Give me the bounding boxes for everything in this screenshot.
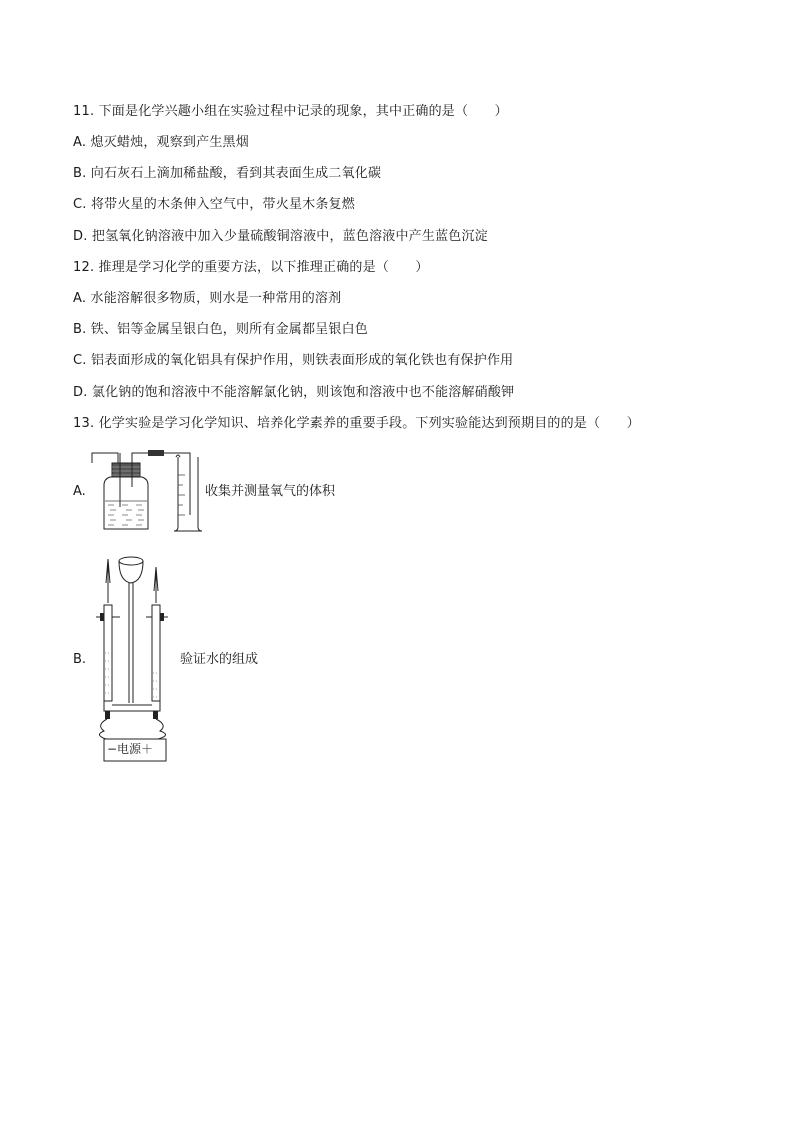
question-12-option-b: B. 铁、铝等金属呈银白色，则所有金属都呈银白色 [73,322,368,337]
gas-collection-apparatus-figure [90,445,205,535]
question-11-option-b: B. 向石灰石上滴加稀盐酸，看到其表面生成二氧化碳 [73,166,382,181]
question-12-option-c: C. 铝表面形成的氧化铝具有保护作用，则铁表面形成的氧化铁也有保护作用 [73,353,514,368]
question-12-option-d: D. 氯化钠的饱和溶液中不能溶解氯化钠，则该饱和溶液中也不能溶解硝酸钾 [73,385,515,400]
question-11-option-c: C. 将带火星的木条伸入空气中，带火星木条复燃 [73,197,355,212]
question-11-option-d: D. 把氢氧化钠溶液中加入少量硫酸铜溶液中，蓝色溶液中产生蓝色沉淀 [73,229,488,244]
question-11-stem: 11. 下面是化学兴趣小组在实验过程中记录的现象，其中正确的是（ ） [73,104,508,119]
question-13-option-b-letter: B. [73,652,87,667]
question-12-stem: 12. 推理是学习化学的重要方法，以下推理正确的是（ ） [73,260,429,275]
water-electrolysis-apparatus-figure [90,553,185,763]
question-13-stem: 13. 化学实验是学习化学知识、培养化学素养的重要手段。下列实验能达到预期目的的是（ ） [73,416,640,431]
question-13-option-b-caption: 验证水的组成 [180,652,259,667]
question-13-option-a-caption: 收集并测量氧气的体积 [205,484,336,499]
question-11-option-a: A. 熄灭蜡烛，观察到产生黑烟 [73,135,249,150]
question-13-option-a-letter: A. [73,484,86,499]
question-12-option-a: A. 水能溶解很多物质，则水是一种常用的溶剂 [73,291,342,306]
power-supply-label: −电源＋ [107,742,154,756]
